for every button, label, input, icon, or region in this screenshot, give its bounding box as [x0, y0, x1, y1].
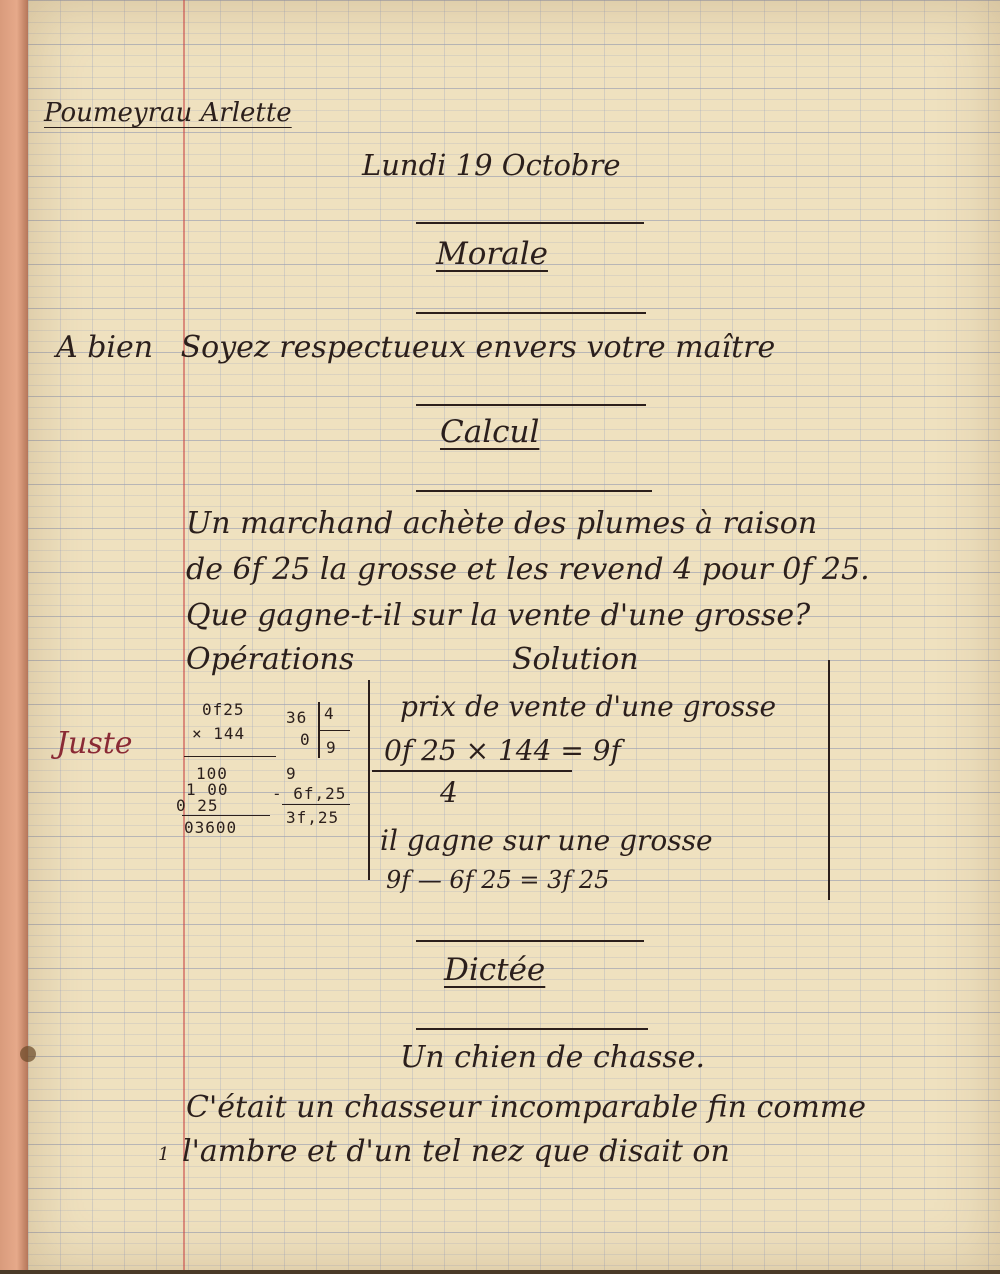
calc-figure: 4 [324, 704, 335, 723]
morale-sentence: Soyez respectueux envers votre maître [180, 330, 776, 365]
morale-grade: A bien [56, 330, 154, 365]
dictee-line: l'ambre et d'un tel nez que disait on [182, 1134, 730, 1169]
calcul-grade: Juste [56, 726, 133, 761]
problem-line: de 6f 25 la grosse et les revend 4 pour 0f 25. [186, 552, 870, 587]
divider [416, 940, 644, 942]
operations-label: Opérations [186, 642, 355, 677]
calc-figure: 3f,25 [286, 808, 340, 827]
solution-line: 0f 25 × 144 = 9f [384, 734, 621, 767]
solution-line: 9f — 6f 25 = 3f 25 [386, 866, 610, 894]
punch-hole [20, 1046, 36, 1062]
calc-figure: 0f25 [202, 700, 245, 719]
column-divider [828, 660, 830, 900]
calcul-title: Calcul [440, 414, 540, 450]
date: Lundi 19 Octobre [362, 148, 621, 182]
calc-figure: 36 [286, 708, 308, 727]
solution-line: 4 [440, 776, 458, 809]
notebook-page [28, 0, 1000, 1274]
calc-figure: 100 [196, 764, 228, 783]
calc-rule [320, 730, 350, 731]
dictee-heading: Un chien de chasse. [400, 1040, 706, 1075]
calc-figure: 0 [300, 730, 311, 749]
calc-figure: 0 25 [176, 796, 219, 815]
calc-rule [184, 756, 276, 757]
divider [416, 490, 652, 492]
problem-line: Que gagne-t-il sur la vente d'une grosse? [186, 598, 811, 633]
line-marker: 1 [158, 1144, 170, 1165]
morale-text [56, 330, 775, 365]
divider [416, 404, 646, 406]
solution-label: Solution [512, 642, 639, 677]
morale-title: Morale [436, 236, 548, 272]
divider [416, 1028, 648, 1030]
notebook-binding [0, 0, 28, 1274]
calc-figure: 1 00 [186, 780, 229, 799]
margin-line [183, 0, 185, 1274]
page-edge [0, 1270, 1000, 1274]
fraction-bar [372, 770, 572, 772]
dictee-title: Dictée [444, 952, 546, 988]
calc-rule [182, 815, 270, 816]
solution-line: prix de vente d'une grosse [400, 690, 777, 723]
problem-line: Un marchand achète des plumes à raison [186, 506, 818, 541]
calc-figure: 9 [286, 764, 297, 783]
student-name: Poumeyrau Arlette [44, 98, 292, 128]
calc-figure: 9 [326, 738, 337, 757]
column-divider [368, 680, 370, 880]
dictee-line: C'était un chasseur incomparable fin comme [186, 1090, 867, 1125]
calc-figure: - 6f,25 [272, 784, 347, 803]
solution-line: il gagne sur une grosse [380, 824, 713, 857]
calc-figure: 03600 [184, 818, 238, 837]
divider [416, 312, 646, 314]
calc-figure: × 144 [192, 724, 246, 743]
calc-rule [282, 804, 350, 805]
divider [416, 222, 644, 224]
